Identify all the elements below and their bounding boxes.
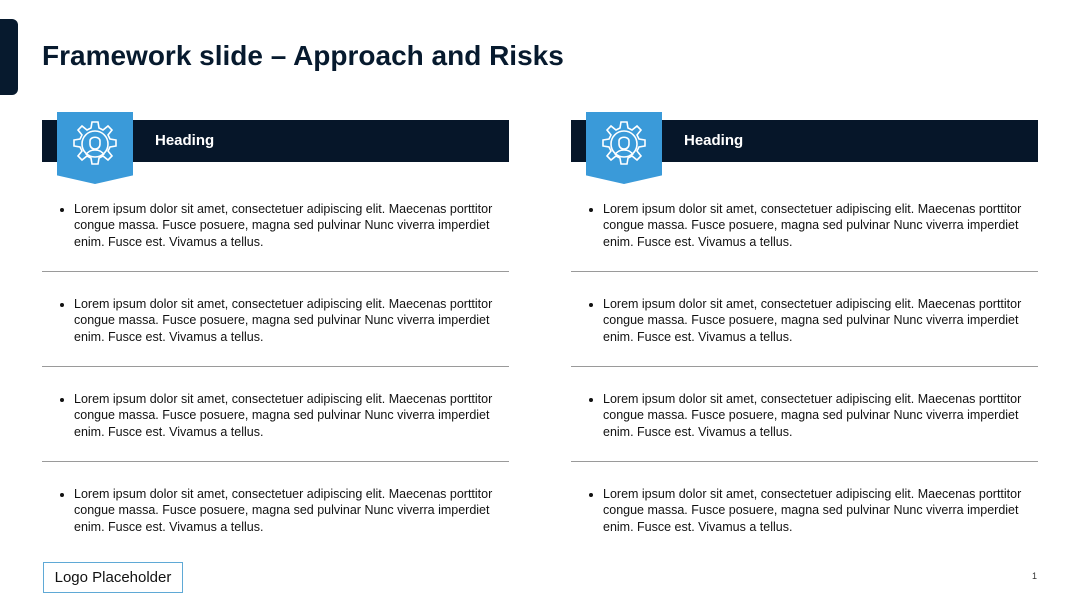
bullet-text: • Lorem ipsum dolor sit amet, consectetuer adipiscing elit. Maecenas porttitor congue massa. Fusce posuere, magna sed pulvinar Nunc viverra imperdiet enim. Fusce est. Vivamus a tellus. bbox=[603, 486, 1038, 535]
row-divider bbox=[571, 461, 1038, 462]
bullet-text: • Lorem ipsum dolor sit amet, consectetuer adipiscing elit. Maecenas porttitor congue massa. Fusce posuere, magna sed pulvinar Nunc viverra imperdiet enim. Fusce est. Vivamus a tellus. bbox=[74, 391, 509, 440]
bullet-text: • Lorem ipsum dolor sit amet, consectetuer adipiscing elit. Maecenas porttitor congue massa. Fusce posuere, magna sed pulvinar Nunc viverra imperdiet enim. Fusce est. Vivamus a tellus. bbox=[74, 296, 509, 345]
logo-placeholder: Logo Placeholder bbox=[43, 562, 183, 593]
bullet-row bbox=[42, 296, 509, 391]
gear-person-icon bbox=[57, 112, 133, 184]
row-divider bbox=[571, 271, 1038, 272]
row-divider bbox=[571, 366, 1038, 367]
bullet-text: • Lorem ipsum dolor sit amet, consectetuer adipiscing elit. Maecenas porttitor congue massa. Fusce posuere, magna sed pulvinar Nunc viverra imperdiet enim. Fusce est. Vivamus a tellus. bbox=[603, 296, 1038, 345]
column-heading: Heading bbox=[684, 132, 744, 149]
bullet-row bbox=[571, 391, 1038, 486]
column-heading: Heading bbox=[155, 132, 215, 149]
bullet-row bbox=[571, 486, 1038, 581]
bullet-row bbox=[42, 201, 509, 296]
bullet-text: • Lorem ipsum dolor sit amet, consectetuer adipiscing elit. Maecenas porttitor congue massa. Fusce posuere, magna sed pulvinar Nunc viverra imperdiet enim. Fusce est. Vivamus a tellus. bbox=[603, 201, 1038, 250]
row-divider bbox=[42, 271, 509, 272]
page-number: 1 bbox=[1032, 571, 1038, 581]
slide-tab-marker bbox=[0, 19, 18, 95]
gear-person-icon bbox=[586, 112, 662, 184]
bullet-row bbox=[571, 296, 1038, 391]
row-divider bbox=[42, 461, 509, 462]
bullet-text: • Lorem ipsum dolor sit amet, consectetuer adipiscing elit. Maecenas porttitor congue massa. Fusce posuere, magna sed pulvinar Nunc viverra imperdiet enim. Fusce est. Vivamus a tellus. bbox=[74, 201, 509, 250]
bullet-text: • Lorem ipsum dolor sit amet, consectetuer adipiscing elit. Maecenas porttitor congue massa. Fusce posuere, magna sed pulvinar Nunc viverra imperdiet enim. Fusce est. Vivamus a tellus. bbox=[74, 486, 509, 535]
slide-title: Framework slide – Approach and Risks bbox=[42, 40, 564, 71]
bullet-row bbox=[571, 201, 1038, 296]
row-divider bbox=[42, 366, 509, 367]
bullet-text: • Lorem ipsum dolor sit amet, consectetuer adipiscing elit. Maecenas porttitor congue massa. Fusce posuere, magna sed pulvinar Nunc viverra imperdiet enim. Fusce est. Vivamus a tellus. bbox=[603, 391, 1038, 440]
bullet-row bbox=[42, 391, 509, 486]
